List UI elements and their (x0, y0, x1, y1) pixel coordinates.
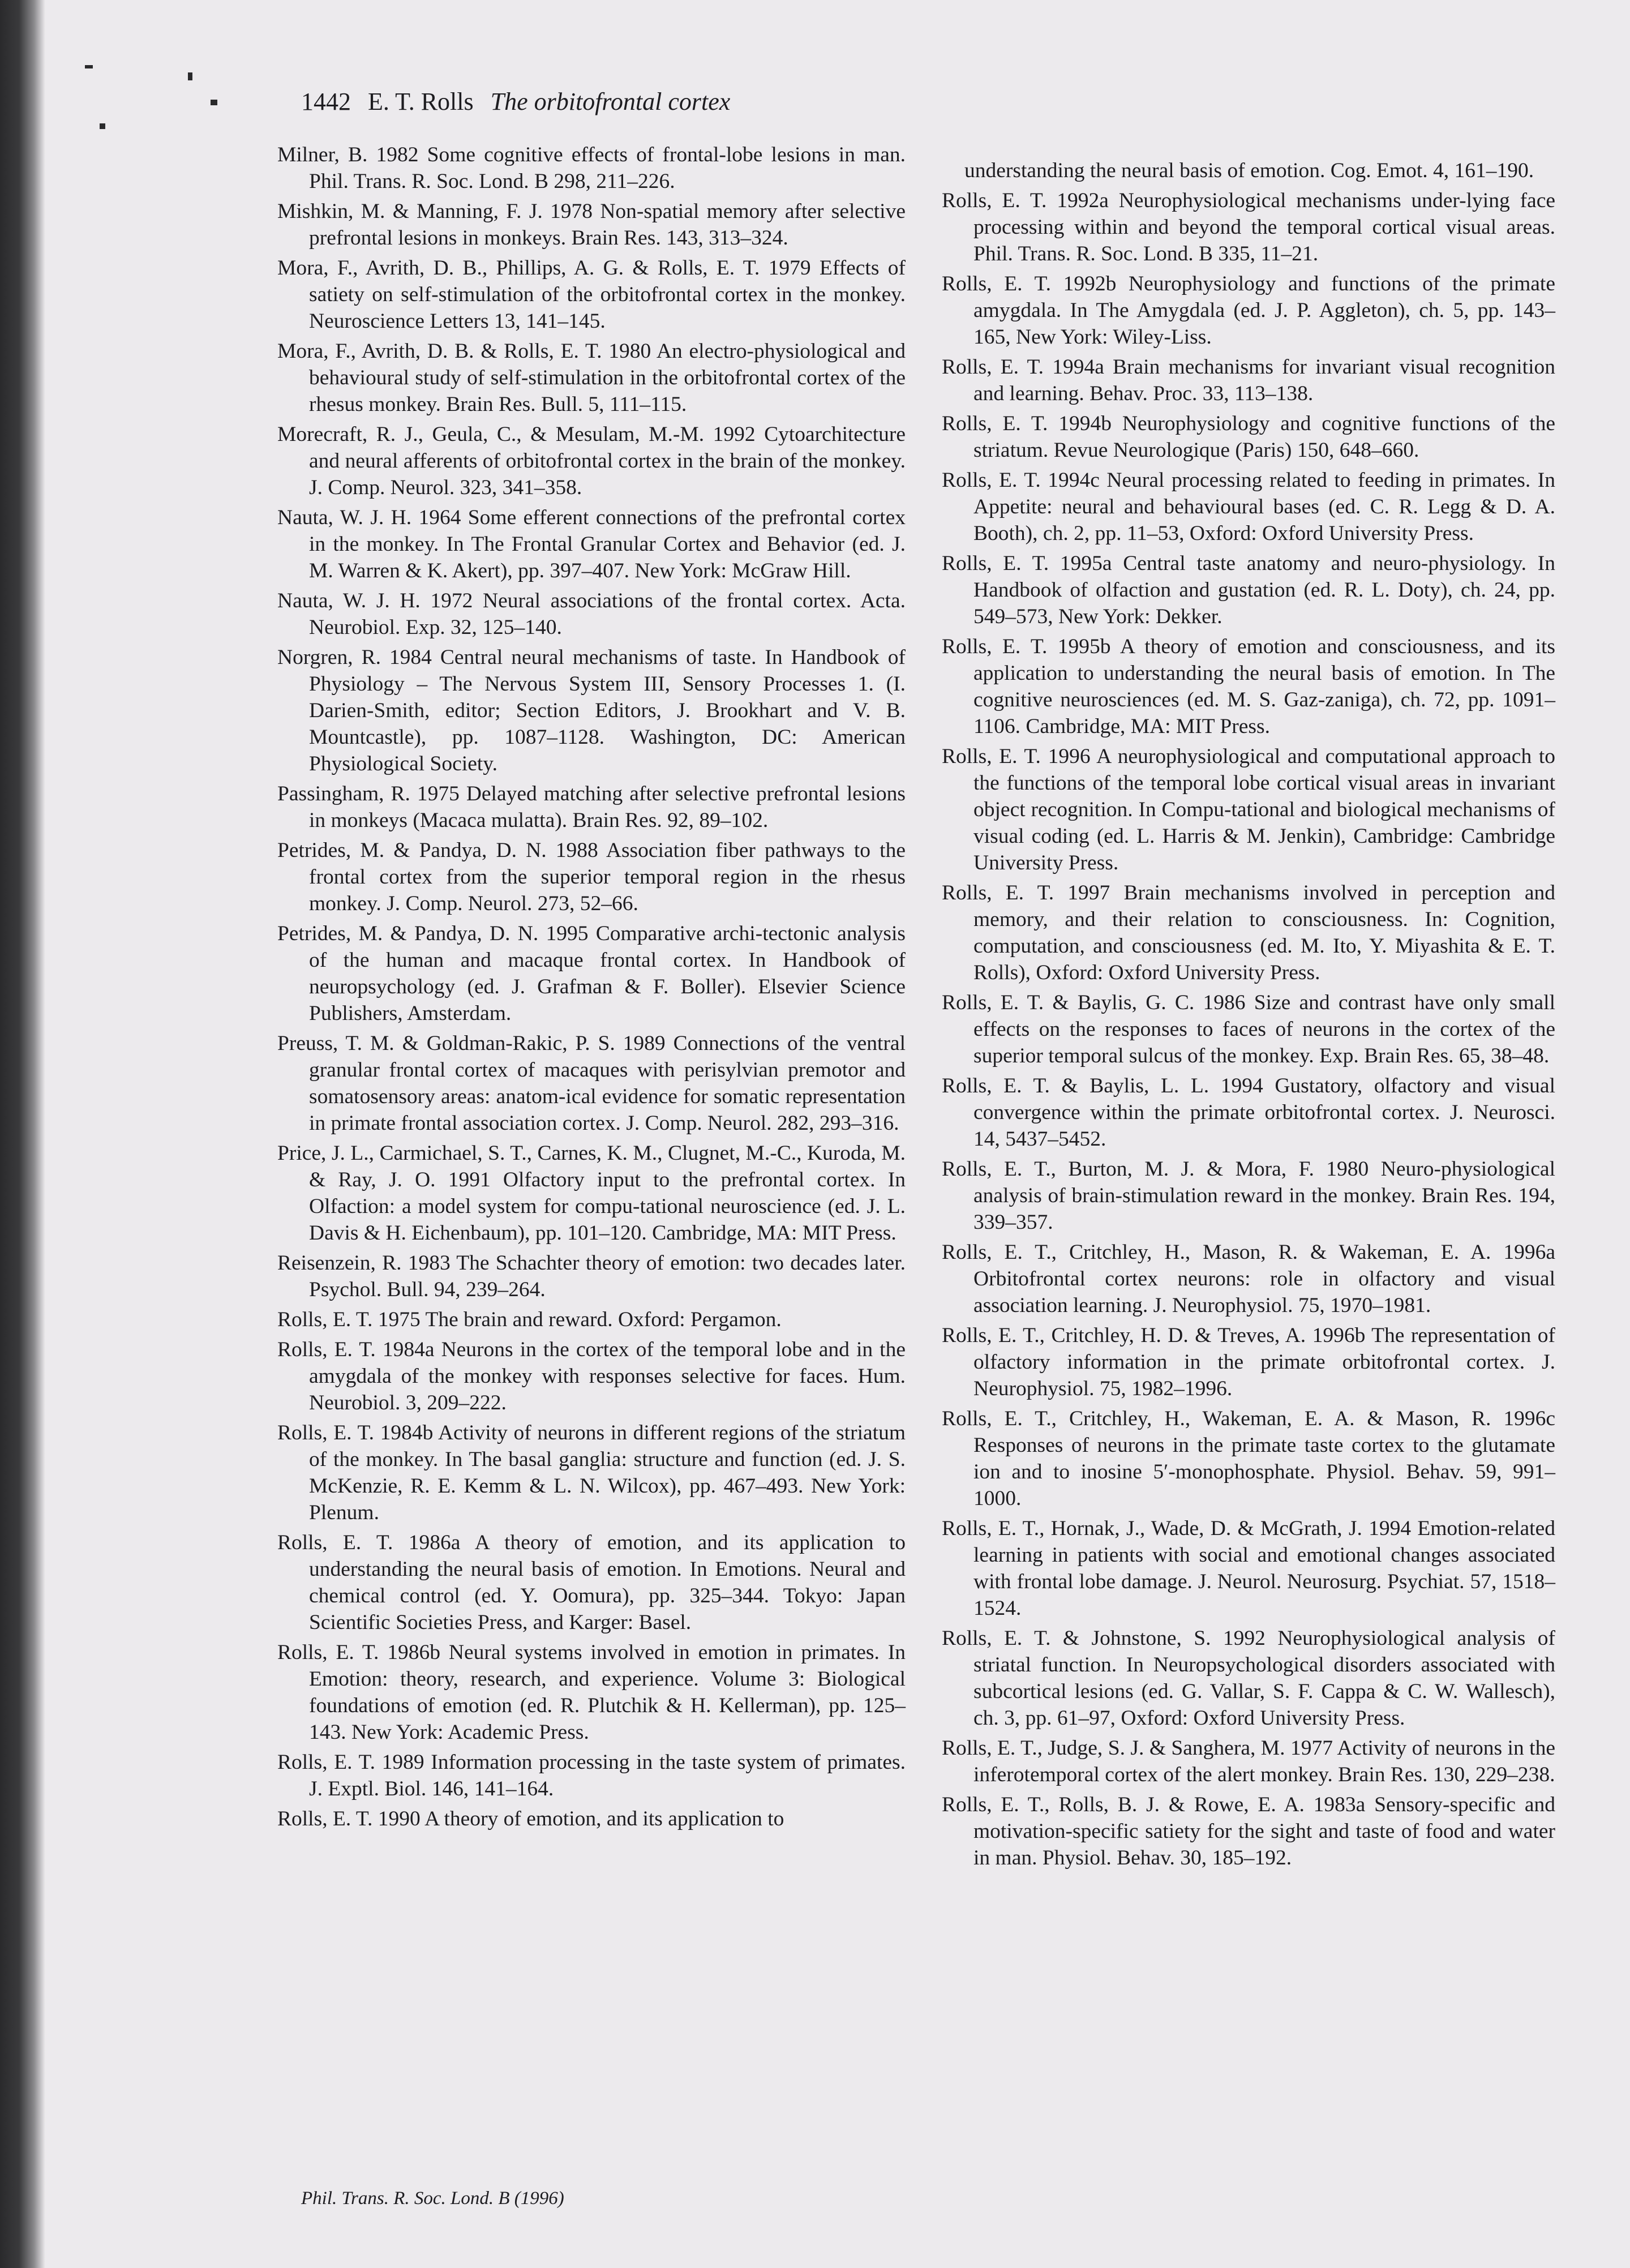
reference-entry: Rolls, E. T. & Baylis, G. C. 1986 Size and contrast have only small effects on the responses to faces of neurons in the cortex of the superior temporal sulcus of the monkey. Exp. Brain Res. 65, 38–48. (942, 991, 1555, 1067)
reference-entry: Rolls, E. T. & Baylis, L. L. 1994 Gustatory, olfactory and visual convergence within the primate orbitofrontal cortex. J. Neurosci. 14, 5437–5452. (942, 1074, 1555, 1151)
reference-entry: Rolls, E. T. 1990 A theory of emotion, and its application to (277, 1807, 784, 1830)
scan-mark (188, 72, 192, 80)
reference-entry: Rolls, E. T. 1996 A neurophysiological and computational approach to the functions of the temporal lobe cortical visual areas in invariant object recognition. In Compu-tational and biological mechanisms of visual coding (ed. L. Harris & M. Jenkin), Cambridge: Cambridge University Press. (942, 745, 1555, 874)
journal-footer: Phil. Trans. R. Soc. Lond. B (1996) (301, 2188, 564, 2209)
reference-entry: Rolls, E. T. 1986b Neural systems involved in emotion in primates. In Emotion: theory, research, and experience. Volume 3: Biological foundations of emotion (ed. R. Plutchik & H. Kellerman), pp. 125–143. New York: Academic Press. (277, 1641, 906, 1744)
reference-entry: Rolls, E. T. 1984b Activity of neurons in different regions of the striatum of the monkey. In The basal ganglia: structure and function (ed. J. S. McKenzie, R. E. Kemm & L. N. Wilcox), pp. 467–493. New York: Plenum. (277, 1421, 906, 1524)
reference-column-right (942, 157, 1555, 1875)
reference-entry: Rolls, E. T. 1994c Neural processing related to feeding in primates. In Appetite: neural and behavioural bases (ed. C. R. Legg & D. A. Booth), ch. 2, pp. 11–53, Oxford: Oxford University Press. (942, 469, 1555, 545)
reference-entry: Price, J. L., Carmichael, S. T., Carnes, K. M., Clugnet, M.-C., Kuroda, M. & Ray, J. O. 1991 Olfactory input to the prefrontal cortex. In Olfaction: a model system for compu-tational neuroscience (ed. J. L. Davis & H. Eichenbaum), pp. 101–120. Cambridge, MA: MIT Press. (277, 1142, 906, 1245)
reference-entry: Nauta, W. J. H. 1964 Some efferent connections of the prefrontal cortex in the monkey. In The Frontal Granular Cortex and Behavior (ed. J. M. Warren & K. Akert), pp. 397–407. New York: McGraw Hill. (277, 506, 906, 582)
scan-mark (100, 123, 105, 129)
reference-column-left (277, 142, 906, 1836)
reference-entry: Mora, F., Avrith, D. B. & Rolls, E. T. 1980 An electro-physiological and behavioural study of self-stimulation in the orbitofrontal cortex of the rhesus monkey. Brain Res. Bull. 5, 111–115. (277, 340, 906, 416)
reference-entry: Rolls, E. T. & Johnstone, S. 1992 Neurophysiological analysis of striatal function. In Neuropsychological disorders associated with subcortical lesions (ed. G. Vallar, S. F. Cappa & C. W. Wallesch), ch. 3, pp. 61–97, Oxford: Oxford University Press. (942, 1627, 1555, 1730)
scan-mark (211, 100, 217, 105)
reference-entry: Rolls, E. T. 1994b Neurophysiology and cognitive functions of the striatum. Revue Neurologique (Paris) 150, 648–660. (942, 412, 1555, 462)
reference-entry: Morecraft, R. J., Geula, C., & Mesulam, M.-M. 1992 Cytoarchitecture and neural afferents of orbitofrontal cortex in the brain of the monkey. J. Comp. Neurol. 323, 341–358. (277, 423, 906, 499)
reference-entry: Rolls, E. T., Hornak, J., Wade, D. & McGrath, J. 1994 Emotion-related learning in patients with social and emotional changes associated with frontal lobe damage. J. Neurol. Neurosurg. Psychiat. 57, 1518–1524. (942, 1517, 1555, 1620)
running-author: E. T. Rolls (368, 88, 474, 115)
reference-entry: Rolls, E. T., Judge, S. J. & Sanghera, M. 1977 Activity of neurons in the inferotemporal cortex of the alert monkey. Brain Res. 130, 229–238. (942, 1737, 1555, 1786)
reference-continuation: understanding the neural basis of emotion. Cog. Emot. 4, 161–190. (964, 159, 1534, 182)
reference-entry: Rolls, E. T. 1989 Information processing in the taste system of primates. J. Exptl. Biol. 146, 141–164. (277, 1751, 906, 1800)
scan-binding-edge (0, 0, 45, 2268)
reference-entry: Rolls, E. T. 1975 The brain and reward. Oxford: Pergamon. (277, 1308, 782, 1331)
scan-mark (85, 65, 93, 68)
reference-entry: Rolls, E. T. 1992b Neurophysiology and functions of the primate amygdala. In The Amygdala (ed. J. P. Aggleton), ch. 5, pp. 143–165, New York: Wiley-Liss. (942, 272, 1555, 349)
reference-entry: Rolls, E. T., Burton, M. J. & Mora, F. 1980 Neuro-physiological analysis of brain-stimulation reward in the monkey. Brain Res. 194, 339–357. (942, 1157, 1555, 1234)
reference-entry: Preuss, T. M. & Goldman-Rakic, P. S. 1989 Connections of the ventral granular frontal cortex of macaques with perisylvian premotor and somatosensory areas: anatom-ical evidence for somatic representation in primate frontal association cortex. J. Comp. Neurol. 282, 293–316. (277, 1032, 906, 1135)
reference-entry: Reisenzein, R. 1983 The Schachter theory of emotion: two decades later. Psychol. Bull. 94, 239–264. (277, 1251, 906, 1301)
reference-entry: Norgren, R. 1984 Central neural mechanisms of taste. In Handbook of Physiology – The Nervous System III, Sensory Processes 1. (I. Darien-Smith, editor; Section Editors, J. Brookhart and V. B. Mountcastle), pp. 1087–1128. Washington, DC: American Physiological Society. (277, 646, 906, 775)
reference-entry: Rolls, E. T., Critchley, H. D. & Treves, A. 1996b The representation of olfactory information in the primate orbitofrontal cortex. J. Neurophysiol. 75, 1982–1996. (942, 1324, 1555, 1400)
reference-entry: Passingham, R. 1975 Delayed matching after selective prefrontal lesions in monkeys (Macaca mulatta). Brain Res. 92, 89–102. (277, 782, 906, 832)
running-header (301, 85, 1376, 119)
reference-entry: Rolls, E. T. 1984a Neurons in the cortex of the temporal lobe and in the amygdala of the monkey with responses selective for faces. Hum. Neurobiol. 3, 209–222. (277, 1338, 906, 1414)
reference-entry: Rolls, E. T. 1992a Neurophysiological mechanisms under-lying face processing within and beyond the temporal cortical visual areas. Phil. Trans. R. Soc. Lond. B 335, 11–21. (942, 189, 1555, 265)
page-number: 1442 (301, 88, 351, 115)
reference-entry: Mishkin, M. & Manning, F. J. 1978 Non-spatial memory after selective prefrontal lesions in monkeys. Brain Res. 143, 313–324. (277, 200, 906, 250)
reference-entry: Petrides, M. & Pandya, D. N. 1988 Association fiber pathways to the frontal cortex from the superior temporal region in the rhesus monkey. J. Comp. Neurol. 273, 52–66. (277, 839, 906, 915)
reference-entry: Rolls, E. T. 1986a A theory of emotion, and its application to understanding the neural basis of emotion. In Emotions. Neural and chemical control (ed. Y. Oomura), pp. 325–344. Tokyo: Japan Scientific Societies Press, and Karger: Basel. (277, 1531, 906, 1634)
reference-entry: Rolls, E. T., Critchley, H., Wakeman, E. A. & Mason, R. 1996c Responses of neurons in the primate taste cortex to the glutamate ion and to inosine 5′-monophosphate. Physiol. Behav. 59, 991–1000. (942, 1407, 1555, 1510)
reference-entry: Rolls, E. T., Critchley, H., Mason, R. & Wakeman, E. A. 1996a Orbitofrontal cortex neurons: role in olfactory and visual association learning. J. Neurophysiol. 75, 1970–1981. (942, 1241, 1555, 1317)
reference-entry: Mora, F., Avrith, D. B., Phillips, A. G. & Rolls, E. T. 1979 Effects of satiety on self-stimulation of the orbitofrontal cortex in the monkey. Neuroscience Letters 13, 141–145. (277, 256, 906, 333)
reference-entry: Milner, B. 1982 Some cognitive effects of frontal-lobe lesions in man. Phil. Trans. R. Soc. Lond. B 298, 211–226. (277, 143, 906, 193)
reference-entry: Petrides, M. & Pandya, D. N. 1995 Comparative archi-tectonic analysis of the human and macaque frontal cortex. In Handbook of neuropsychology (ed. J. Grafman & F. Boller). Elsevier Science Publishers, Amsterdam. (277, 922, 906, 1025)
reference-entry: Rolls, E. T. 1995a Central taste anatomy and neuro-physiology. In Handbook of olfaction and gustation (ed. R. L. Doty), ch. 24, pp. 549–573, New York: Dekker. (942, 552, 1555, 628)
reference-entry: Rolls, E. T., Rolls, B. J. & Rowe, E. A. 1983a Sensory-specific and motivation-specific satiety for the sight and taste of food and water in man. Physiol. Behav. 30, 185–192. (942, 1793, 1555, 1870)
reference-entry: Rolls, E. T. 1994a Brain mechanisms for invariant visual recognition and learning. Behav. Proc. 33, 113–138. (942, 355, 1555, 405)
running-title: The orbitofrontal cortex (490, 88, 731, 115)
reference-entry: Rolls, E. T. 1995b A theory of emotion and consciousness, and its application to understanding the neural basis of emotion. In The cognitive neurosciences (ed. M. S. Gaz-zaniga), ch. 72, pp. 1091–1106. Cambridge, MA: MIT Press. (942, 635, 1555, 738)
reference-entry: Rolls, E. T. 1997 Brain mechanisms involved in perception and memory, and their relation to consciousness. In: Cognition, computation, and consciousness (ed. M. Ito, Y. Miyashita & E. T. Rolls), Oxford: Oxford University Press. (942, 881, 1555, 984)
reference-entry: Nauta, W. J. H. 1972 Neural associations of the frontal cortex. Acta. Neurobiol. Exp. 32, 125–140. (277, 589, 906, 639)
